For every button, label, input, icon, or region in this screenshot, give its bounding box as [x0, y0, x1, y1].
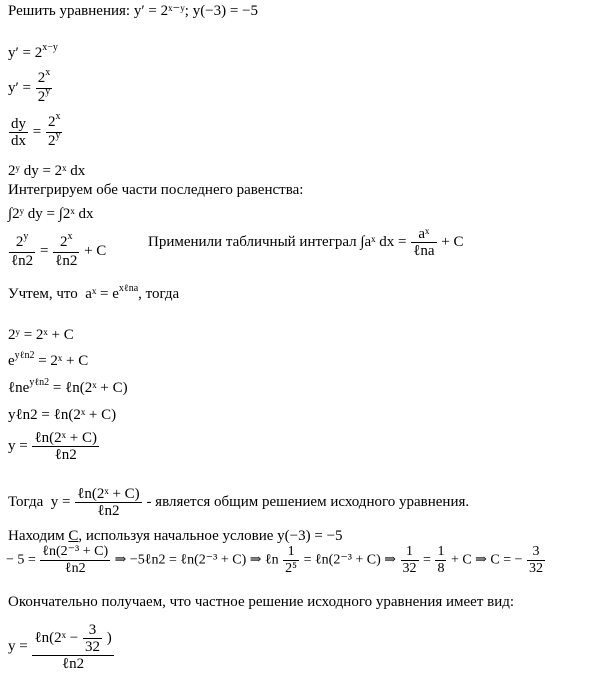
equation-step-2: y′ = $\frac{2^x}{2^y}$ — [8, 67, 51, 105]
calculation-line: − 5 = $\frac{\text{ℓn(2⁻³ + C)}}{\text{ℓn2}}$ ⇒ −5ℓn2 = ℓn(2⁻³ + C) ⇒ ℓn $\frac{1}{\text{2⁵}}$ = ℓn(2⁻³ + C) ⇒ $\frac{1}{32}$ = $\frac{1}{8}$ + C ⇒ C = − $\frac{3}{32}$ — [6, 544, 544, 576]
general-solution: Тогда y = $\frac{\text{ℓn(2ˣ + C)}}{\text{ℓn2}}$ - является общим решением исходного уравнения. — [8, 486, 470, 519]
final-text: Окончательно получаем, что частное решение исходного уравнения имеет вид: — [8, 594, 515, 610]
account-text: Учтем, что aˣ = $e^{x\ell na}$, тогда — [8, 283, 180, 302]
integral-equation: ∫2ʸ dy = ∫2ˣ dx — [8, 206, 94, 222]
equation-step-4: 2ʸ dy = 2ˣ dx — [8, 163, 86, 179]
line-c: ℓne$^{y\ell n2}$ = ℓn(2ˣ + C) — [8, 377, 128, 396]
line-e: y = $\frac{\text{ℓn(2ˣ + C)}}{\text{ℓn2}}$ — [8, 430, 97, 463]
equation-step-1: $y' = 2^{x-y}$ — [8, 42, 58, 61]
fraction: $\frac{2^x}{2^y}$ — [37, 67, 51, 105]
table-integral-note: Применили табличный интеграл ∫aˣ dx = $\frac{\text{aˣ}}{\text{ℓna}}$ + C — [148, 226, 464, 259]
problem-title: Решить уравнения: y′ = 2ˣ⁻ʸ; y(−3) = −5 — [8, 3, 259, 19]
find-c-text: Находим C, используя начальное условие y(−3) = −5 — [8, 528, 343, 544]
line-b: $e^{y\ell n2}$ = 2ˣ + C — [8, 350, 89, 369]
line-a: 2ʸ = 2ˣ + C — [8, 327, 74, 343]
final-solution: y = ℓn(2ˣ − $\frac{3}{32}$ ) ℓn2 — [8, 622, 112, 672]
equation-step-3: $\frac{dy}{dx}$ = $\frac{2^x}{2^y}$ — [11, 111, 61, 149]
line-d: yℓn2 = ℓn(2ˣ + C) — [8, 407, 117, 423]
integrate-text: Интегрируем обе части последнего равенства: — [8, 182, 304, 198]
integrated-result: $\frac{2^y}{\text{ℓn2}}$ = $\frac{2^x}{\text{ℓn2}}$ + C — [11, 231, 107, 269]
